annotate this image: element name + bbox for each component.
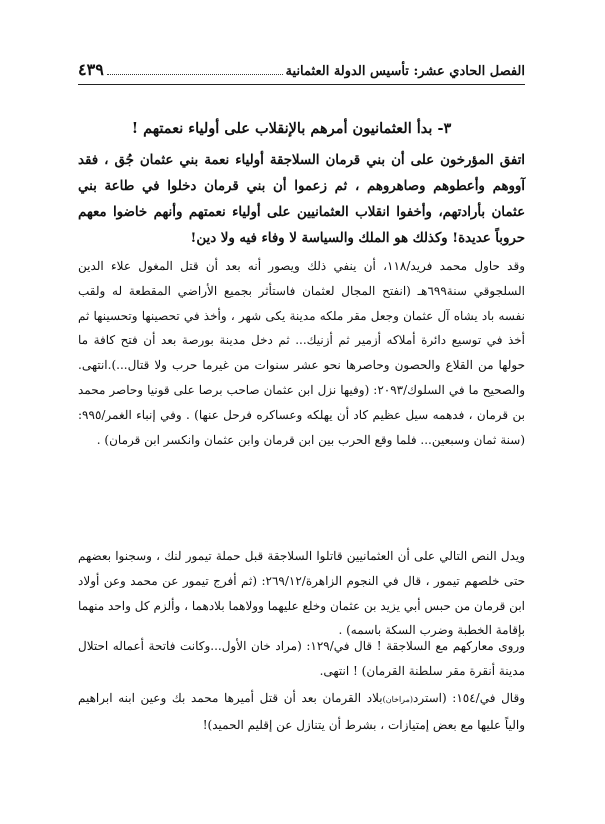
lead-paragraph: اتفق المؤرخون على أن بني قرمان السلاجقة أولياء نعمة بني عثمان جُق ، فقد آووهم وأعطوهم وصاهروهم ، ثم زعموا أن بني قرمان دخلوا في طاعة بني عثمان بأرادتهم، وأخفوا انقلاب العثمانيين على أولياء نعمتهم وأنهم خاضوا معهم حروباً عديدة! وكذلك هو الملك والسياسة لا وفاء فيه ولا دين!	[78, 153, 525, 246]
section-heading: ٣- بدأ العثمانيون أمرهم بالإنقلاب على أولياء نعمتهم !	[131, 120, 452, 137]
page-number: ٤٣٩	[78, 60, 104, 79]
running-header	[78, 60, 525, 82]
body-paragraph-2: ويدل النص التالي على أن العثمانيين قاتلوا السلاجقة قبل حملة تيمور لنك ، وسجنوا بعضهم حتى خلصهم تيمور ، قال في النجوم الزاهرة/٢٦٩/١٢: (ثم أفرج تيمور عن محمد وعن أولاد ابن قرمان من حبس أبي يزيد بن عثمان وخلع عليهما وولاهما بلادهما ، وألزم كل واحد منهما بإقامة الخطبة وضرب السكة باسمه) .	[78, 549, 525, 638]
header-divider	[78, 84, 525, 85]
header-dot-leader	[107, 74, 283, 75]
body-paragraph-3: وروى معاركهم مع السلاجقة ! قال في/١٢٩: (مراد خان الأول...وكانت فاتحة أعماله احتلال مدينة أنقرة مقر سلطنة القرمان) ! انتهى.	[78, 639, 525, 678]
paragraph-4-start: وقال في/١٥٤: (استرد	[413, 691, 525, 705]
body-paragraph-4	[78, 686, 525, 738]
paragraph-4-end: بلاد القرمان بعد أن قتل أميرها محمد بك وعين ابنه ابراهيم والياً عليها مع بعض إمتيازات ، بشرط أن يتنازل عن إقليم الحميد)!	[78, 691, 525, 732]
body-paragraph-1: وقد حاول محمد فريد/١١٨، أن ينفي ذلك ويصور أنه بعد أن قتل المغول علاء الدين السلجوقي سنة٦٩٩هـ (انفتح المجال لعثمان فاستأثر بجميع الأراضي المقطعة له ولقب نفسه باد يشاه آل عثمان وجعل مقر ملكه مدينة يكى شهر ، وأخذ في تحصينها وتحسينها ثم أخذ في توسيع دائرة أملاكه أزمير ثم أزنيك... ثم دخل مدينة بورصة بعد أن فتح كافة ما حولها من القلاع والحصون وحاصرها نحو عشر سنوات من غيرما حرب ولا قتال...).انتهى. والصحيح ما في السلوك/٢٠٩٣: (وفيها نزل ابن عثمان صاحب برصا على قونيا وحاصر محمد بن قرمان ، فدهمه سيل عظيم كاد أن يهلكه وعساكره فرحل عنها) . وفي إنباء الغمر/٩٩٥: (سنة ثمان وسبعين... فلما وقع الحرب بين ابن قرمان وابن عثمان وانكسر ابن قرمان) .	[78, 259, 526, 447]
chapter-title: الفصل الحادي عشر: تأسيس الدولة العثمانية	[285, 64, 525, 79]
paragraph-4-small-note: (مراخان)	[382, 695, 413, 704]
